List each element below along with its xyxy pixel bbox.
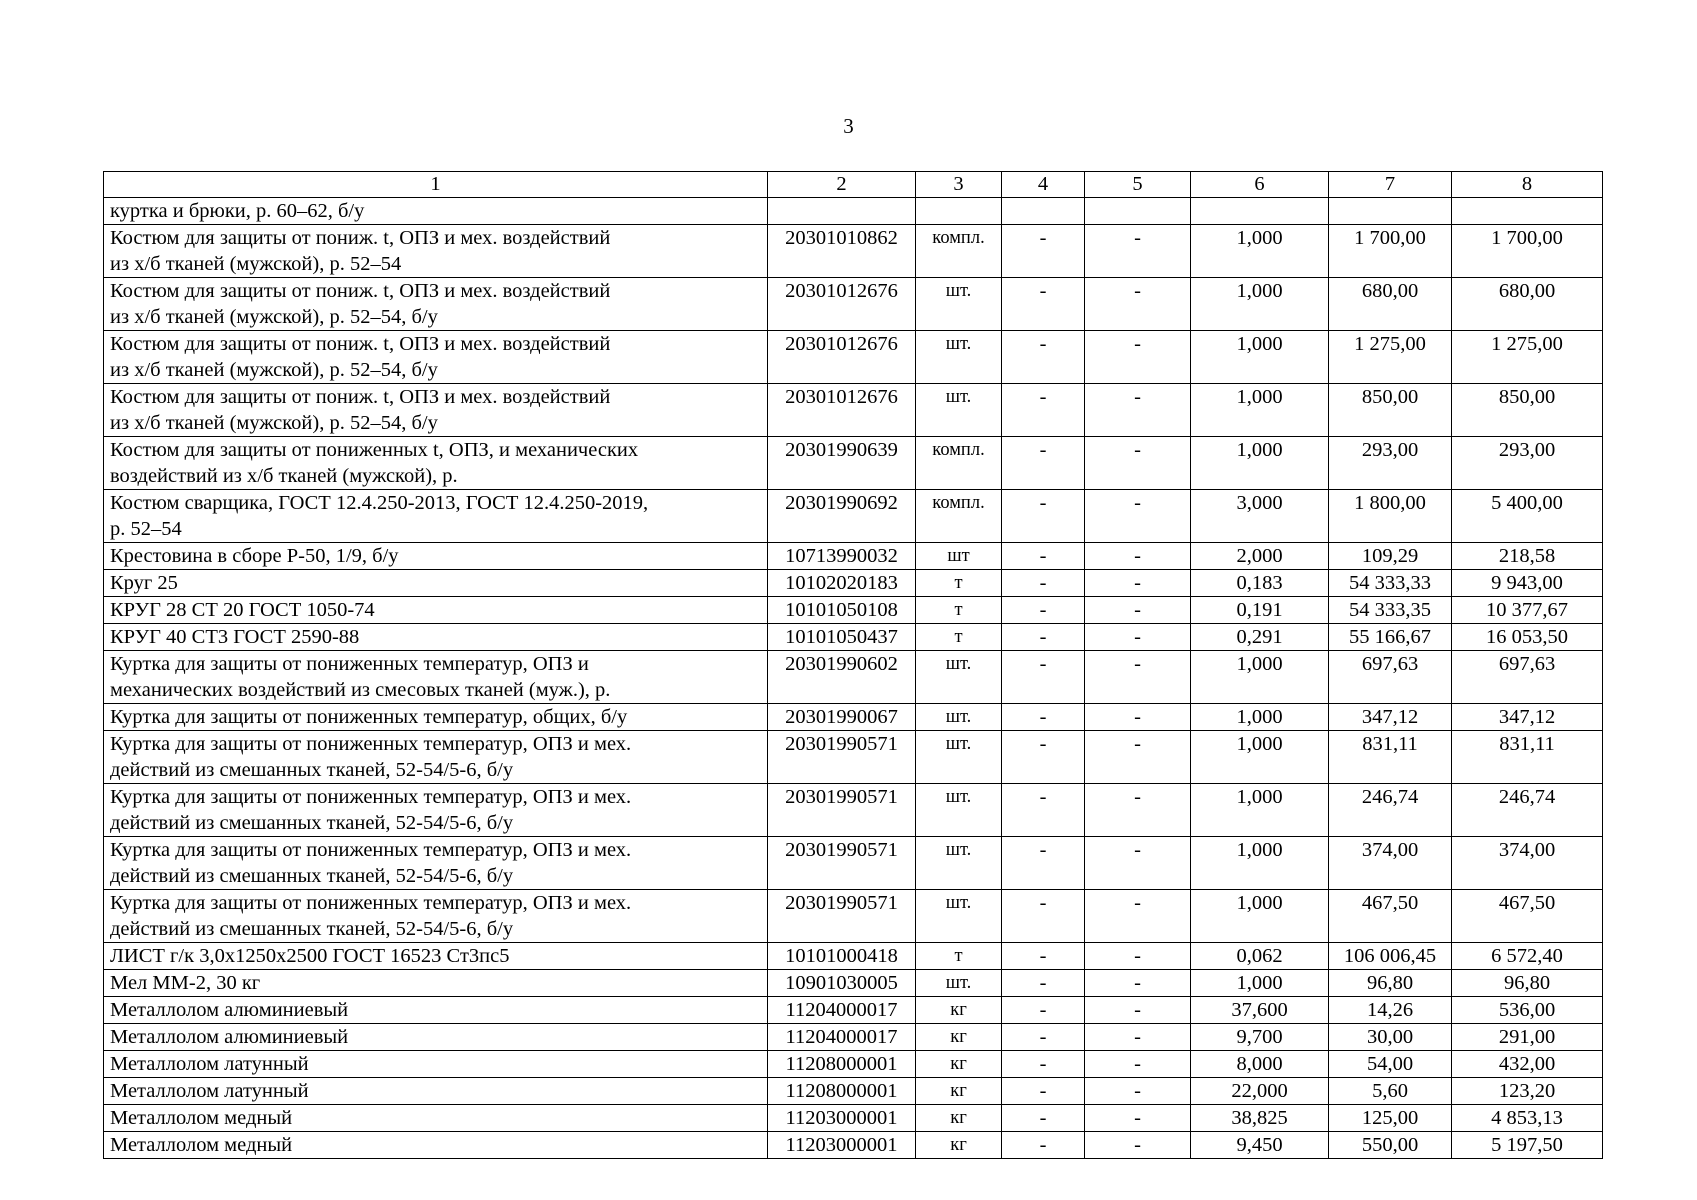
column-5-cell: - (1085, 384, 1191, 437)
unit-cell: шт (916, 543, 1002, 570)
item-name-cell: Куртка для защиты от пониженных температур, ОПЗ и мех. действий из смешанных тканей, 52-54/5-6, б/у (104, 731, 768, 784)
quantity-cell: 1,000 (1191, 784, 1329, 837)
column-header-5: 5 (1085, 172, 1191, 198)
item-name-cell: Металлолом медный (104, 1105, 768, 1132)
quantity-cell: 1,000 (1191, 837, 1329, 890)
price-cell: 374,00 (1329, 837, 1452, 890)
price-cell: 293,00 (1329, 437, 1452, 490)
column-5-cell: - (1085, 651, 1191, 704)
unit-cell: кг (916, 1078, 1002, 1105)
table-row (104, 490, 1603, 543)
unit-cell: кг (916, 1105, 1002, 1132)
column-number-row (104, 172, 1603, 198)
column-4-cell: - (1002, 624, 1085, 651)
item-name-cell: КРУГ 28 СТ 20 ГОСТ 1050-74 (104, 597, 768, 624)
unit-cell: шт. (916, 331, 1002, 384)
item-code-cell: 10101050437 (768, 624, 916, 651)
quantity-cell: 1,000 (1191, 651, 1329, 704)
column-5-cell: - (1085, 597, 1191, 624)
quantity-cell: 1,000 (1191, 331, 1329, 384)
unit-cell: кг (916, 1051, 1002, 1078)
item-code-cell: 20301012676 (768, 331, 916, 384)
column-5-cell: - (1085, 543, 1191, 570)
column-4-cell (1002, 198, 1085, 225)
amount-cell: 1 275,00 (1452, 331, 1603, 384)
price-cell: 680,00 (1329, 278, 1452, 331)
amount-cell: 16 053,50 (1452, 624, 1603, 651)
column-4-cell: - (1002, 1105, 1085, 1132)
price-cell: 1 700,00 (1329, 225, 1452, 278)
quantity-cell: 2,000 (1191, 543, 1329, 570)
amount-cell: 5 197,50 (1452, 1132, 1603, 1159)
column-4-cell: - (1002, 1078, 1085, 1105)
table-row (104, 570, 1603, 597)
amount-cell: 6 572,40 (1452, 943, 1603, 970)
quantity-cell (1191, 198, 1329, 225)
column-5-cell: - (1085, 784, 1191, 837)
column-5-cell: - (1085, 1132, 1191, 1159)
column-4-cell: - (1002, 1024, 1085, 1051)
unit-cell: шт. (916, 837, 1002, 890)
item-name-cell: Металлолом латунный (104, 1078, 768, 1105)
item-code-cell: 20301990571 (768, 784, 916, 837)
price-cell: 697,63 (1329, 651, 1452, 704)
table-row (104, 997, 1603, 1024)
price-cell: 550,00 (1329, 1132, 1452, 1159)
amount-cell: 1 700,00 (1452, 225, 1603, 278)
quantity-cell: 0,062 (1191, 943, 1329, 970)
item-code-cell: 10713990032 (768, 543, 916, 570)
column-header-2: 2 (768, 172, 916, 198)
column-5-cell: - (1085, 1105, 1191, 1132)
column-4-cell: - (1002, 997, 1085, 1024)
column-5-cell: - (1085, 890, 1191, 943)
column-5-cell: - (1085, 970, 1191, 997)
column-header-3: 3 (916, 172, 1002, 198)
table-row (104, 1132, 1603, 1159)
amount-cell (1452, 198, 1603, 225)
table-row (104, 1078, 1603, 1105)
table-row (104, 278, 1603, 331)
item-code-cell: 20301990639 (768, 437, 916, 490)
table-row (104, 1105, 1603, 1132)
price-cell: 54 333,33 (1329, 570, 1452, 597)
amount-cell: 536,00 (1452, 997, 1603, 1024)
table-row (104, 225, 1603, 278)
table-row (104, 198, 1603, 225)
column-4-cell: - (1002, 651, 1085, 704)
table-row (104, 704, 1603, 731)
item-name-cell: Круг 25 (104, 570, 768, 597)
quantity-cell: 1,000 (1191, 970, 1329, 997)
column-header-6: 6 (1191, 172, 1329, 198)
price-cell (1329, 198, 1452, 225)
quantity-cell: 38,825 (1191, 1105, 1329, 1132)
price-cell: 96,80 (1329, 970, 1452, 997)
unit-cell: шт. (916, 384, 1002, 437)
unit-cell: шт. (916, 278, 1002, 331)
column-5-cell: - (1085, 1051, 1191, 1078)
price-cell: 55 166,67 (1329, 624, 1452, 651)
quantity-cell: 3,000 (1191, 490, 1329, 543)
column-4-cell: - (1002, 1132, 1085, 1159)
amount-cell: 4 853,13 (1452, 1105, 1603, 1132)
table-row (104, 784, 1603, 837)
column-4-cell: - (1002, 570, 1085, 597)
item-name-cell: Костюм для защиты от пониж. t, ОПЗ и мех. воздействий из х/б тканей (мужской), р. 52–54 (104, 225, 768, 278)
price-cell: 54,00 (1329, 1051, 1452, 1078)
column-4-cell: - (1002, 225, 1085, 278)
table-row (104, 384, 1603, 437)
price-cell: 30,00 (1329, 1024, 1452, 1051)
table-row (104, 837, 1603, 890)
column-4-cell: - (1002, 1051, 1085, 1078)
quantity-cell: 0,291 (1191, 624, 1329, 651)
column-4-cell: - (1002, 837, 1085, 890)
item-name-cell: Куртка для защиты от пониженных температур, ОПЗ и мех. действий из смешанных тканей, 52-54/5-6, б/у (104, 890, 768, 943)
quantity-cell: 0,183 (1191, 570, 1329, 597)
column-5-cell: - (1085, 731, 1191, 784)
item-code-cell: 20301012676 (768, 384, 916, 437)
table-body (104, 198, 1603, 1159)
amount-cell: 697,63 (1452, 651, 1603, 704)
quantity-cell: 9,450 (1191, 1132, 1329, 1159)
unit-cell: кг (916, 997, 1002, 1024)
item-code-cell: 11203000001 (768, 1105, 916, 1132)
amount-cell: 831,11 (1452, 731, 1603, 784)
column-4-cell: - (1002, 278, 1085, 331)
unit-cell: кг (916, 1024, 1002, 1051)
column-4-cell: - (1002, 704, 1085, 731)
unit-cell: компл. (916, 437, 1002, 490)
price-cell: 1 800,00 (1329, 490, 1452, 543)
column-5-cell: - (1085, 997, 1191, 1024)
column-5-cell: - (1085, 225, 1191, 278)
unit-cell: т (916, 597, 1002, 624)
price-cell: 246,74 (1329, 784, 1452, 837)
table-row (104, 437, 1603, 490)
item-name-cell: Костюм для защиты от пониж. t, ОПЗ и мех. воздействий из х/б тканей (мужской), р. 52–54, б/у (104, 331, 768, 384)
item-name-cell: Костюм для защиты от пониж. t, ОПЗ и мех. воздействий из х/б тканей (мужской), р. 52–54, б/у (104, 384, 768, 437)
price-cell: 1 275,00 (1329, 331, 1452, 384)
item-name-cell: куртка и брюки, р. 60–62, б/у (104, 198, 768, 225)
column-5-cell: - (1085, 437, 1191, 490)
item-name-cell: Металлолом алюминиевый (104, 997, 768, 1024)
amount-cell: 218,58 (1452, 543, 1603, 570)
unit-cell: шт. (916, 890, 1002, 943)
item-code-cell: 11204000017 (768, 1024, 916, 1051)
unit-cell: шт. (916, 784, 1002, 837)
quantity-cell: 1,000 (1191, 890, 1329, 943)
price-cell: 831,11 (1329, 731, 1452, 784)
item-code-cell: 11208000001 (768, 1078, 916, 1105)
quantity-cell: 8,000 (1191, 1051, 1329, 1078)
column-header-4: 4 (1002, 172, 1085, 198)
table-row (104, 331, 1603, 384)
item-name-cell: Костюм сварщика, ГОСТ 12.4.250-2013, ГОСТ 12.4.250-2019, р. 52–54 (104, 490, 768, 543)
column-5-cell: - (1085, 278, 1191, 331)
unit-cell: шт. (916, 731, 1002, 784)
table-row (104, 1051, 1603, 1078)
item-code-cell: 20301990571 (768, 890, 916, 943)
quantity-cell: 37,600 (1191, 997, 1329, 1024)
amount-cell: 123,20 (1452, 1078, 1603, 1105)
column-header-7: 7 (1329, 172, 1452, 198)
amount-cell: 10 377,67 (1452, 597, 1603, 624)
price-cell: 467,50 (1329, 890, 1452, 943)
item-code-cell: 20301990571 (768, 837, 916, 890)
amount-cell: 374,00 (1452, 837, 1603, 890)
amount-cell: 291,00 (1452, 1024, 1603, 1051)
amount-cell: 246,74 (1452, 784, 1603, 837)
quantity-cell: 1,000 (1191, 731, 1329, 784)
quantity-cell: 1,000 (1191, 384, 1329, 437)
item-name-cell: ЛИСТ г/к 3,0х1250х2500 ГОСТ 16523 Ст3пс5 (104, 943, 768, 970)
item-code-cell: 20301990692 (768, 490, 916, 543)
column-5-cell (1085, 198, 1191, 225)
table-row (104, 624, 1603, 651)
item-code-cell: 20301010862 (768, 225, 916, 278)
item-name-cell: Куртка для защиты от пониженных температур, ОПЗ и мех. действий из смешанных тканей, 52-54/5-6, б/у (104, 784, 768, 837)
price-cell: 125,00 (1329, 1105, 1452, 1132)
item-code-cell: 20301990571 (768, 731, 916, 784)
unit-cell: компл. (916, 225, 1002, 278)
amount-cell: 96,80 (1452, 970, 1603, 997)
quantity-cell: 9,700 (1191, 1024, 1329, 1051)
table-row (104, 597, 1603, 624)
item-name-cell: КРУГ 40 СТ3 ГОСТ 2590-88 (104, 624, 768, 651)
column-4-cell: - (1002, 437, 1085, 490)
column-5-cell: - (1085, 943, 1191, 970)
table-row (104, 731, 1603, 784)
price-cell: 54 333,35 (1329, 597, 1452, 624)
amount-cell: 467,50 (1452, 890, 1603, 943)
item-code-cell: 10102020183 (768, 570, 916, 597)
column-4-cell: - (1002, 543, 1085, 570)
quantity-cell: 1,000 (1191, 225, 1329, 278)
amount-cell: 347,12 (1452, 704, 1603, 731)
table-row (104, 943, 1603, 970)
unit-cell: кг (916, 1132, 1002, 1159)
item-name-cell: Куртка для защиты от пониженных температур, ОПЗ и механических воздействий из смесовых тканей (муж.), р. (104, 651, 768, 704)
amount-cell: 680,00 (1452, 278, 1603, 331)
table-row (104, 970, 1603, 997)
item-code-cell: 10901030005 (768, 970, 916, 997)
quantity-cell: 0,191 (1191, 597, 1329, 624)
table-row (104, 543, 1603, 570)
item-code-cell: 20301990067 (768, 704, 916, 731)
amount-cell: 9 943,00 (1452, 570, 1603, 597)
table-row (104, 890, 1603, 943)
item-name-cell: Металлолом латунный (104, 1051, 768, 1078)
quantity-cell: 1,000 (1191, 278, 1329, 331)
item-code-cell (768, 198, 916, 225)
unit-cell: шт. (916, 704, 1002, 731)
item-code-cell: 11208000001 (768, 1051, 916, 1078)
quantity-cell: 1,000 (1191, 437, 1329, 490)
table-row (104, 1024, 1603, 1051)
item-name-cell: Крестовина в сборе Р-50, 1/9, б/у (104, 543, 768, 570)
price-cell: 5,60 (1329, 1078, 1452, 1105)
price-cell: 106 006,45 (1329, 943, 1452, 970)
unit-cell: т (916, 570, 1002, 597)
price-cell: 850,00 (1329, 384, 1452, 437)
unit-cell: шт. (916, 651, 1002, 704)
amount-cell: 432,00 (1452, 1051, 1603, 1078)
item-code-cell: 20301012676 (768, 278, 916, 331)
column-5-cell: - (1085, 490, 1191, 543)
item-name-cell: Мел ММ-2, 30 кг (104, 970, 768, 997)
column-5-cell: - (1085, 1078, 1191, 1105)
item-code-cell: 11203000001 (768, 1132, 916, 1159)
item-code-cell: 10101050108 (768, 597, 916, 624)
column-4-cell: - (1002, 384, 1085, 437)
column-header-8: 8 (1452, 172, 1603, 198)
column-5-cell: - (1085, 331, 1191, 384)
item-code-cell: 20301990602 (768, 651, 916, 704)
column-4-cell: - (1002, 784, 1085, 837)
unit-cell: т (916, 624, 1002, 651)
item-name-cell: Куртка для защиты от пониженных температур, общих, б/у (104, 704, 768, 731)
column-5-cell: - (1085, 570, 1191, 597)
item-name-cell: Металлолом медный (104, 1132, 768, 1159)
column-4-cell: - (1002, 331, 1085, 384)
inventory-table (103, 171, 1603, 1159)
price-cell: 109,29 (1329, 543, 1452, 570)
column-5-cell: - (1085, 624, 1191, 651)
price-cell: 14,26 (1329, 997, 1452, 1024)
column-4-cell: - (1002, 970, 1085, 997)
amount-cell: 293,00 (1452, 437, 1603, 490)
page-number: 3 (843, 114, 854, 138)
unit-cell: компл. (916, 490, 1002, 543)
column-4-cell: - (1002, 890, 1085, 943)
item-code-cell: 11204000017 (768, 997, 916, 1024)
column-5-cell: - (1085, 704, 1191, 731)
unit-cell: шт. (916, 970, 1002, 997)
item-name-cell: Костюм для защиты от пониж. t, ОПЗ и мех. воздействий из х/б тканей (мужской), р. 52–54, б/у (104, 278, 768, 331)
price-cell: 347,12 (1329, 704, 1452, 731)
column-4-cell: - (1002, 490, 1085, 543)
table-row (104, 651, 1603, 704)
item-name-cell: Костюм для защиты от пониженных t, ОПЗ, и механических воздействий из х/б тканей (мужской), р. (104, 437, 768, 490)
amount-cell: 5 400,00 (1452, 490, 1603, 543)
unit-cell (916, 198, 1002, 225)
column-5-cell: - (1085, 837, 1191, 890)
item-code-cell: 10101000418 (768, 943, 916, 970)
column-4-cell: - (1002, 731, 1085, 784)
column-5-cell: - (1085, 1024, 1191, 1051)
amount-cell: 850,00 (1452, 384, 1603, 437)
column-4-cell: - (1002, 597, 1085, 624)
item-name-cell: Куртка для защиты от пониженных температур, ОПЗ и мех. действий из смешанных тканей, 52-54/5-6, б/у (104, 837, 768, 890)
quantity-cell: 22,000 (1191, 1078, 1329, 1105)
column-4-cell: - (1002, 943, 1085, 970)
unit-cell: т (916, 943, 1002, 970)
quantity-cell: 1,000 (1191, 704, 1329, 731)
item-name-cell: Металлолом алюминиевый (104, 1024, 768, 1051)
column-header-1: 1 (104, 172, 768, 198)
